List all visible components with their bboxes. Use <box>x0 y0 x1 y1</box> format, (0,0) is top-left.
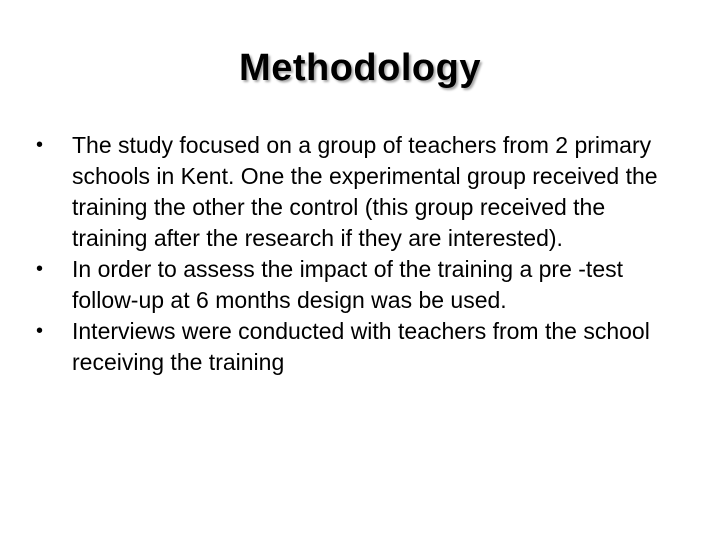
bullet-item-3 <box>36 316 686 378</box>
bullet-text: Interviews were conducted with teachers from the school receiving the training <box>72 318 650 375</box>
slide-title: Methodology <box>239 47 481 89</box>
bullet-item-1 <box>36 130 686 254</box>
bullet-icon: • <box>36 134 44 156</box>
bullet-icon: • <box>36 320 44 342</box>
bullet-list <box>36 130 686 378</box>
bullet-item-2 <box>36 254 686 316</box>
bullet-icon: • <box>36 258 44 280</box>
bullet-text: In order to assess the impact of the training a pre -test follow-up at 6 months design was be used. <box>72 256 624 313</box>
bullet-text: The study focused on a group of teachers from 2 primary schools in Kent. One the experimental group received the training the other the control (this group received the training after the research if they are interested). <box>72 132 658 251</box>
